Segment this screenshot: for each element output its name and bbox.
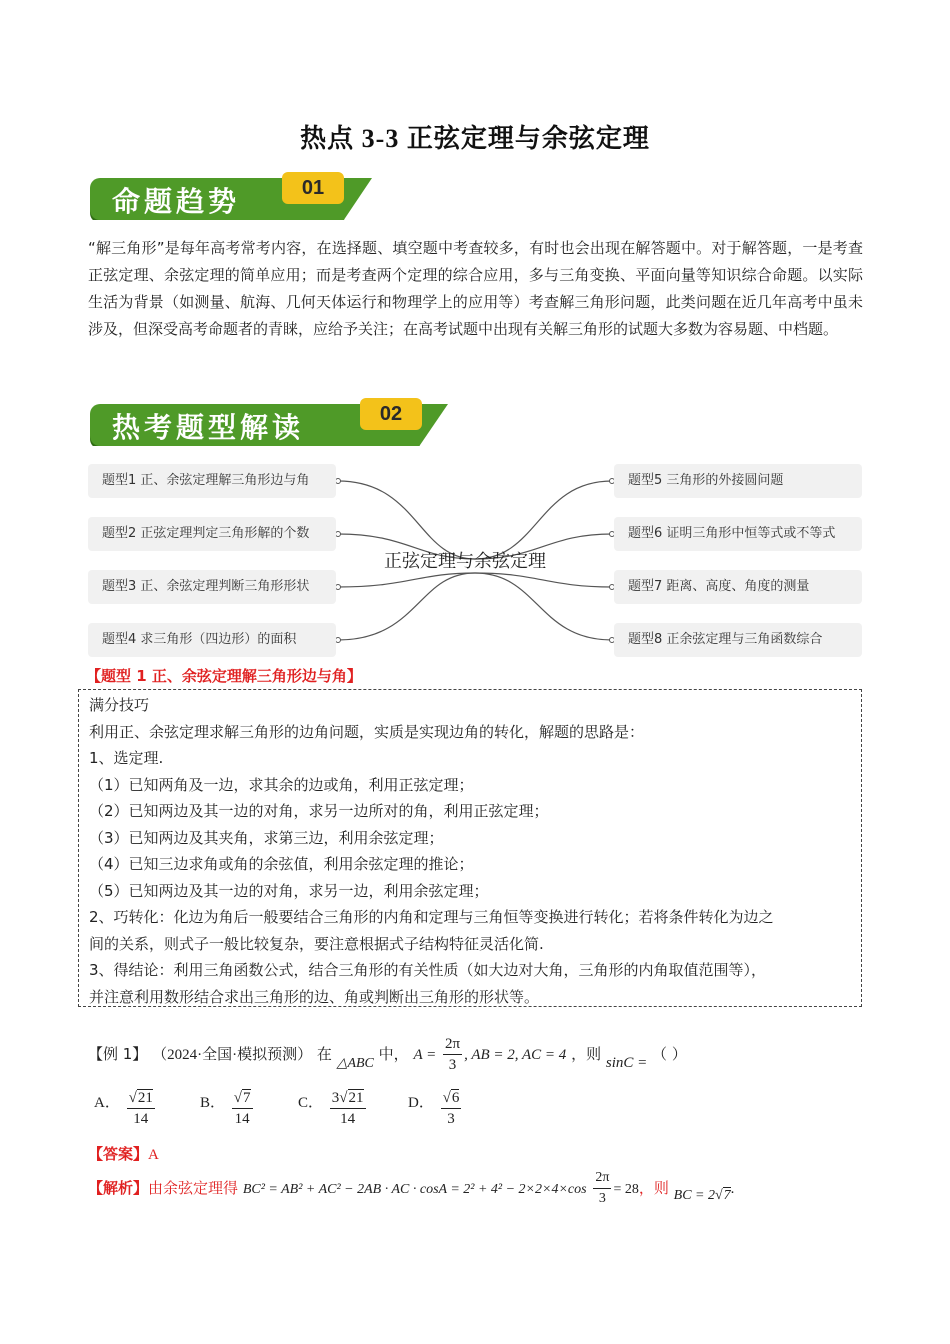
answer-label: 【答案】: [88, 1145, 149, 1163]
page-title: 热点 3-3 正弦定理与余弦定理: [300, 124, 650, 153]
answer-value: A: [148, 1147, 159, 1163]
analysis-result: = 28: [613, 1182, 639, 1197]
mindmap-node-type2: 题型2 正弦定理判定三角形解的个数: [88, 517, 336, 551]
tips-line: 并注意利用数形结合求出三角形的边、角或判断出三角形的形状等。: [89, 987, 540, 1006]
analysis-label: 【解析】: [88, 1179, 149, 1197]
option-a: A． $\frac{√21}{14}$: [94, 1090, 153, 1127]
tips-line: （1）已知两角及一边，求其余的边或角，利用正弦定理；: [89, 775, 474, 794]
option-b: B． $\frac{√7}{14}$: [200, 1090, 251, 1127]
tips-line: 1、选定理.: [89, 749, 164, 767]
mindmap-node-type6: 题型6 证明三角形中恒等式或不等式: [614, 517, 862, 551]
section-banner-hot-types: [90, 398, 448, 450]
mindmap-node-type8: 题型8 正余弦定理与三角函数综合: [614, 623, 862, 657]
example-1-question: [88, 1034, 687, 1075]
answer-paren: （ ）: [652, 1045, 687, 1063]
intro-paragraph: “解三角形”是每年高考常考内容，在选择题、填空题中考查较多，有时也会出现在解答题中。对于解答题，一是考查正弦定理、余弦定理的简单应用；而是考查两个定理的综合应用，多与三角变换、平面向量等知识综合命题。以实际生活为背景（如测量、航海、几何天体运行和物理学上的应用等）考查解三角形问题，此类问题在近几年高考中虽未涉及，但深受高考命题者的青睐，应给予关注；在高考试题中出现有关解三角形的试题大多数为容易题、中档题。: [88, 239, 863, 338]
analysis-line: 【解析】由余弦定理得 BC² = AB² + AC² − 2AB · AC · cosA = 2² + 4² − 2×2×4×cos $\frac{2\pi}{3}$ = 28，则 BC = 2√7.: [88, 1168, 734, 1209]
tips-line: （2）已知两边及其一边的对角，求另一边所对的角，利用正弦定理；: [89, 802, 549, 820]
option-d: D． $\frac{√6}{3}$: [408, 1090, 460, 1127]
tips-line: 满分技巧: [89, 696, 150, 714]
example-source: （2024·全国·模拟预测）: [152, 1047, 313, 1063]
analysis-then: ，则: [638, 1179, 669, 1197]
tips-line: （4）已知三边求角或角的余弦值，利用余弦定理的推论；: [89, 855, 474, 873]
section-badge: 02: [360, 398, 422, 430]
mindmap-node-type3: 题型3 正、余弦定理判断三角形形状: [88, 570, 336, 604]
bc-result: BC = 2√7: [673, 1188, 731, 1203]
example-text: 在: [316, 1045, 332, 1063]
tips-line: 3、得结论：利用三角函数公式，结合三角形的有关性质（如大边对大角，三角形的内角取值范围等），: [89, 961, 767, 979]
mindmap-node-type1: 题型1 正、余弦定理解三角形边与角: [88, 464, 336, 498]
mindmap-node-type5: 题型5 三角形的外接圆问题: [614, 464, 862, 498]
condition-a: A =: [413, 1047, 437, 1063]
condition-sides: , AB = 2, AC = 4: [464, 1047, 567, 1063]
example-text: ，则: [571, 1045, 602, 1063]
analysis-fraction: $\frac{2\pi}{3}$: [595, 1170, 610, 1206]
example-label: 【例 1】: [88, 1045, 148, 1063]
mindmap-node-type7: 题型7 距离、高度、角度的测量: [614, 570, 862, 604]
analysis-formula: BC² = AB² + AC² − 2AB · AC · cosA = 2² + 4² − 2×2×4×cos: [242, 1182, 587, 1197]
section-banner-trend: [90, 172, 372, 224]
topic-mindmap: [88, 463, 864, 663]
tips-line: 利用正、余弦定理求解三角形的边角问题，实质是实现边角的转化，解题的思路是：: [89, 722, 645, 741]
mindmap-center: 正弦定理与余弦定理: [384, 551, 546, 572]
section-banner-label: 热考题型解读: [112, 411, 305, 444]
section-badge: 01: [282, 172, 344, 204]
tips-box: [78, 689, 862, 1007]
topic1-heading: 【题型 1 正、余弦定理解三角形边与角】: [86, 667, 362, 685]
analysis-text: 由余弦定理得: [148, 1179, 239, 1197]
example-1-options: [88, 1088, 508, 1134]
tips-line: （3）已知两边及其夹角，求第三边，利用余弦定理；: [89, 828, 444, 847]
mindmap-node-type4: 题型4 求三角形（四边形）的面积: [88, 623, 336, 657]
tips-line: （5）已知两边及其一边的对角，求另一边，利用余弦定理；: [89, 881, 489, 900]
tips-line: 2、巧转化：化边为角后一般要结合三角形的内角和定理与三角恒等变换进行转化；若将条件转化为边之: [89, 908, 774, 926]
section-banner-label: 命题趋势: [112, 185, 241, 218]
condition-fraction: $\frac{2\pi}{3}$: [445, 1036, 461, 1073]
tips-line: 间的关系，则式子一般比较复杂，要注意根据式子结构特征灵活化简.: [89, 934, 544, 953]
option-c: C． $\frac{3√21}{14}$: [298, 1090, 364, 1127]
example-text: 中，: [378, 1045, 409, 1063]
answer-line: [88, 1143, 159, 1164]
triangle-symbol: △ABC: [336, 1056, 374, 1071]
question-ask: sinC =: [605, 1055, 648, 1071]
